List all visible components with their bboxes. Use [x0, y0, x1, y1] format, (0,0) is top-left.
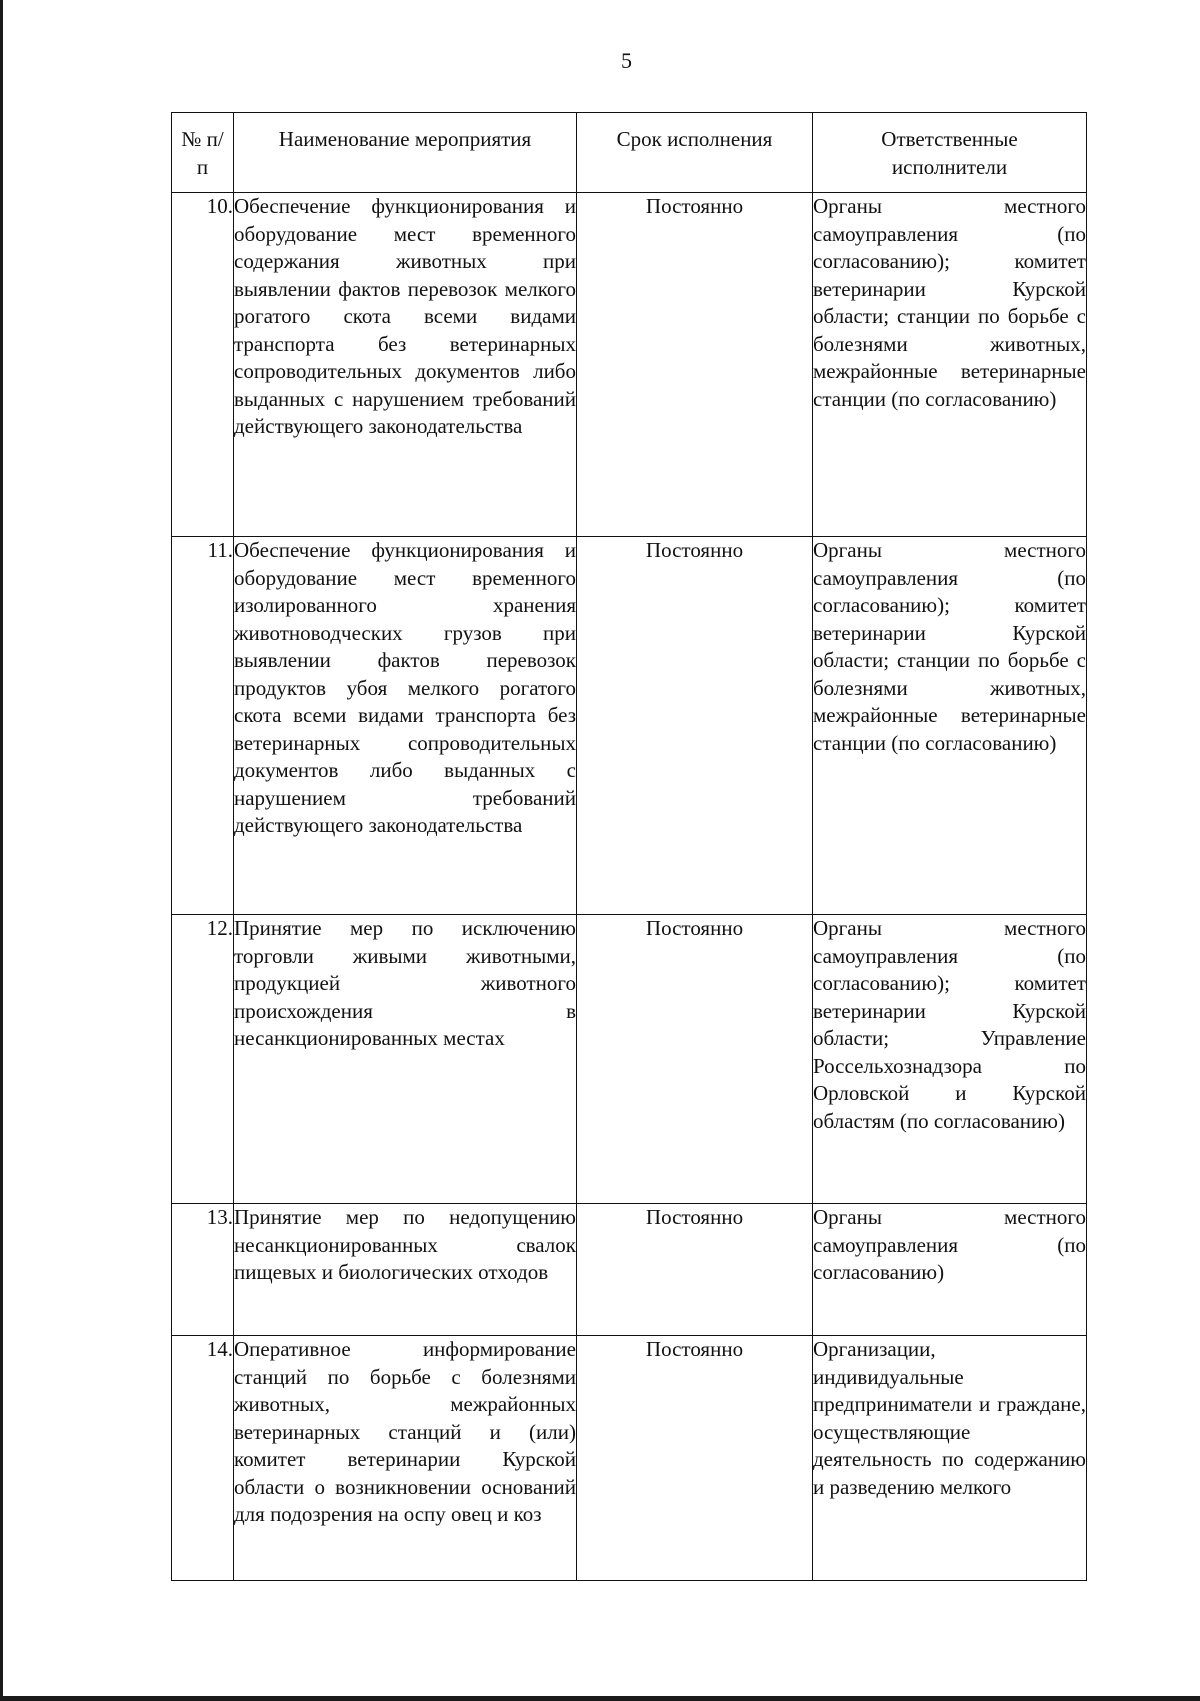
- row-term: Постоянно: [577, 1204, 813, 1336]
- row-num: 10.: [172, 193, 234, 537]
- header-num: № п/п: [172, 113, 234, 193]
- page-number: 5: [621, 48, 632, 73]
- row-num: 12.: [172, 915, 234, 1204]
- table-row: [172, 915, 1087, 1204]
- row-resp: Органы местного самоуправления (по согласованию); комитет ветеринарии Курской области; станции по борьбе с болезнями животных, межрайонные ветеринарные станции (по согласованию): [813, 193, 1087, 537]
- measures-table: [171, 112, 1087, 1581]
- row-num: 14.: [172, 1336, 234, 1581]
- row-name: Обеспечение функционирования и оборудование мест временного изолированного хранения животноводческих грузов при выявлении фактов перевозок продуктов убоя мелкого рогатого скота всеми видами транспорта без ветеринарных сопроводительных документов либо выданных с нарушением требований действующего законодательства: [234, 537, 577, 915]
- scan-edge-bottom: [0, 1696, 1200, 1701]
- header-name: Наименование мероприятия: [234, 113, 577, 193]
- row-resp: Органы местного самоуправления (по согласованию); комитет ветеринарии Курской области; Управление Россельхознадзора по Орловской и Курской областям (по согласованию): [813, 915, 1087, 1204]
- table-header-row: [172, 113, 1087, 193]
- table-row: [172, 193, 1087, 537]
- row-name: Принятие мер по исключению торговли живыми животными, продукцией животного происхождения в несанкционированных местах: [234, 915, 577, 1204]
- row-term: Постоянно: [577, 193, 813, 537]
- table-row: [172, 1336, 1087, 1581]
- row-term: Постоянно: [577, 1336, 813, 1581]
- row-name: Принятие мер по недопущению несанкционированных свалок пищевых и биологических отходов: [234, 1204, 577, 1336]
- row-resp: Организации, индивидуальные предприниматели и граждане, осуществляющие деятельность по содержанию и разведению мелкого: [813, 1336, 1087, 1581]
- table-row: [172, 537, 1087, 915]
- row-num: 13.: [172, 1204, 234, 1336]
- row-resp: Органы местного самоуправления (по согласованию); комитет ветеринарии Курской области; станции по борьбе с болезнями животных, межрайонные ветеринарные станции (по согласованию): [813, 537, 1087, 915]
- scan-edge-left: [0, 0, 3, 1701]
- row-resp: Органы местного самоуправления (по согласованию): [813, 1204, 1087, 1336]
- row-name: Обеспечение функционирования и оборудование мест временного содержания животных при выявлении фактов перевозок мелкого рогатого скота всеми видами транспорта без ветеринарных сопроводительных документов либо выданных с нарушением требований действующего законодательства: [234, 193, 577, 537]
- table-row: [172, 1204, 1087, 1336]
- row-num: 11.: [172, 537, 234, 915]
- header-term: Срок исполнения: [577, 113, 813, 193]
- row-term: Постоянно: [577, 915, 813, 1204]
- header-resp: Ответственные исполнители: [813, 113, 1087, 193]
- row-name: Оперативное информирование станций по борьбе с болезнями животных, межрайонных ветеринарных станций и (или) комитет ветеринарии Курской области о возникновении оснований для подозрения на оспу овец и коз: [234, 1336, 577, 1581]
- row-term: Постоянно: [577, 537, 813, 915]
